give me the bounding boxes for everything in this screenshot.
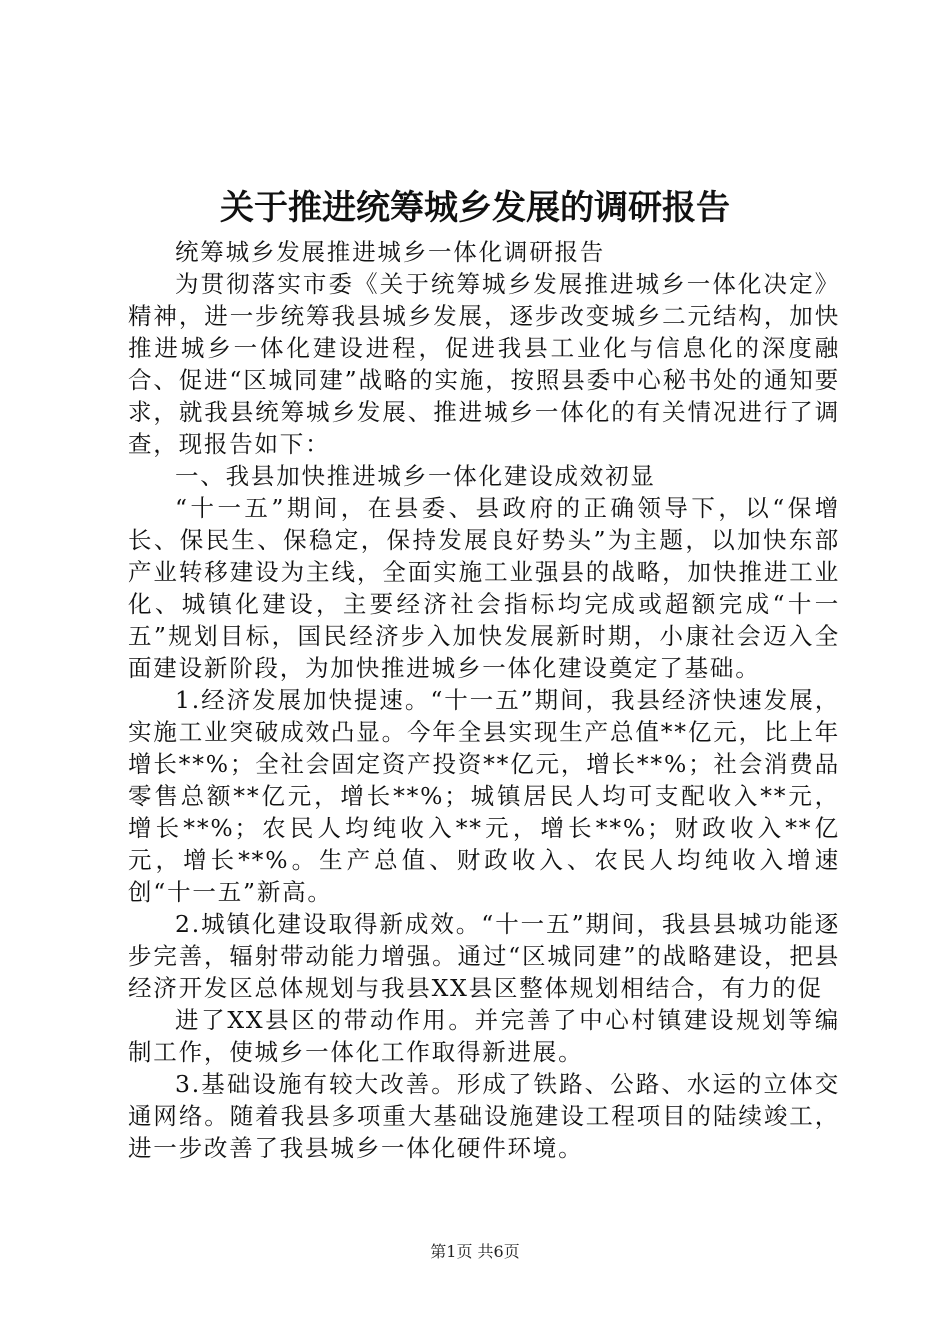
item-2-paragraph: 2.城镇化建设取得新成效。“十一五”期间，我县县城功能逐步完善，辐射带动能力增强。通过“区城同建”的战略建设，把县经济开发区总体规划与我县XX县区整体规划相结合，有力的促 [128, 910, 840, 1002]
item-2-continuation: 进了XX县区的带动作用。并完善了中心村镇建设规划等编制工作，使城乡一体化工作取得新进展。 [128, 1006, 840, 1066]
document-body [128, 236, 840, 1164]
section-1-paragraph: “十一五”期间，在县委、县政府的正确领导下，以“保增长、保民生、保稳定，保持发展良好势头”为主题，以加快东部产业转移建设为主线，全面实施工业强县的战略，加快推进工业化、城镇化建设，主要经济社会指标均完成或超额完成“十一五”规划目标，国民经济步入加快发展新时期，小康社会迈入全面建设新阶段，为加快推进城乡一体化建设奠定了基础。 [128, 494, 840, 682]
document-title: 关于推进统筹城乡发展的调研报告 [220, 188, 730, 228]
section-heading-1: 一、我县加快推进城乡一体化建设成效初显 [175, 462, 656, 490]
document-subtitle: 统筹城乡发展推进城乡一体化调研报告 [175, 238, 606, 266]
item-3-paragraph: 3.基础设施有较大改善。形成了铁路、公路、水运的立体交通网络。随着我县多项重大基础设施建设工程项目的陆续竣工，进一步改善了我县城乡一体化硬件环境。 [128, 1070, 840, 1162]
item-1-paragraph: 1.经济发展加快提速。“十一五”期间，我县经济快速发展，实施工业突破成效凸显。今年全县实现生产总值**亿元，比上年增长**%；全社会固定资产投资**亿元，增长**%；社会消费品零售总额**亿元，增长**%；城镇居民人均可支配收入**元，增长**%；农民人均纯收入**元，增长**%；财政收入**亿元，增长**%。生产总值、财政收入、农民人均纯收入增速创“十一五”新高。 [128, 686, 840, 906]
page-footer: 第1页 共6页 [430, 1242, 520, 1261]
intro-paragraph: 为贯彻落实市委《关于统筹城乡发展推进城乡一体化决定》精神，进一步统筹我县城乡发展，逐步改变城乡二元结构，加快推进城乡一体化建设进程，促进我县工业化与信息化的深度融合、促进“区城同建”战略的实施，按照县委中心秘书处的通知要求，就我县统筹城乡发展、推进城乡一体化的有关情况进行了调查，现报告如下： [128, 270, 840, 458]
